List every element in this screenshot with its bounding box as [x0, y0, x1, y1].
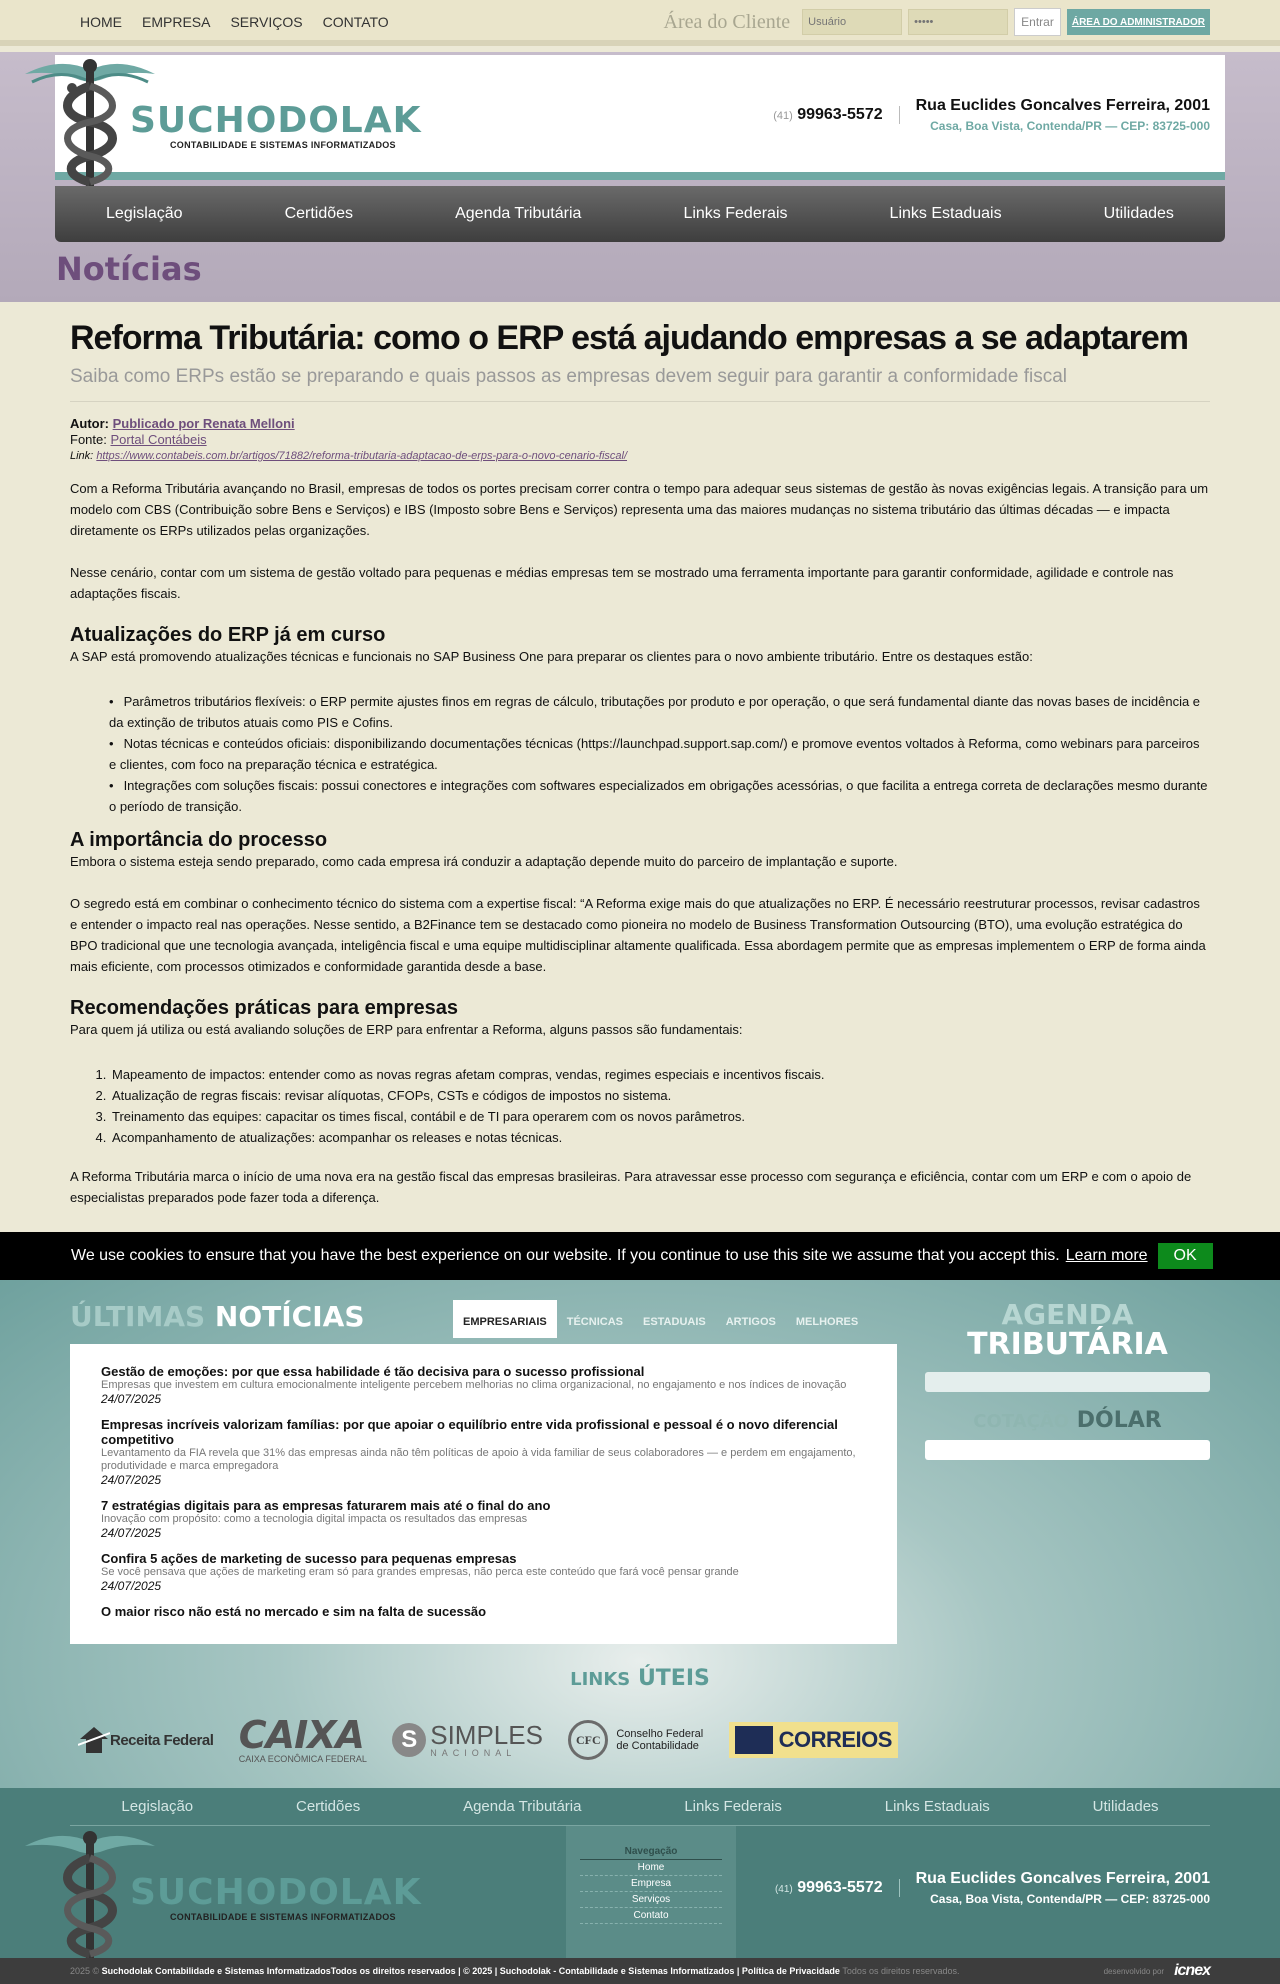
top-nav-home[interactable]: HOME [80, 14, 122, 30]
footer-logo-name: SUCHODOLAK [130, 1872, 422, 1913]
footer-nav-box-title: Navegação [580, 1846, 722, 1860]
footer-phone-ddd: (41) [774, 1884, 793, 1895]
footer-contact [775, 1870, 1210, 1906]
article-paragraph: Embora o sistema esteja sendo preparado, como cada empresa irá conduzir a adaptação depende muito do parceiro de implantação e suporte. [70, 854, 898, 869]
author-row [70, 416, 1210, 432]
author-label: Autor: [70, 416, 109, 431]
news-description: Levantamento da FIA revela que 31% das empresas ainda não têm políticas de apoio à vida familiar de seus colaboradores — e perdem em engajamento, produtividade e marca empregadora [101, 1447, 856, 1472]
news-item[interactable] [101, 1551, 867, 1594]
latest-news-title [70, 1300, 364, 1333]
article-heading: A importância do processo [70, 829, 328, 851]
footer-phone[interactable] [775, 1879, 900, 1897]
latest-news-section [0, 1280, 1280, 1788]
news-title[interactable]: O maior risco não está no mercado e sim na falta de sucessão [101, 1604, 487, 1619]
footer-logo[interactable] [20, 1828, 440, 1968]
main-nav-legislacao[interactable]: Legislação [106, 205, 183, 222]
news-date: 24/07/2025 [101, 1473, 162, 1487]
cookie-text: We use cookies to ensure that you have the best experience on our website. If you continue to use this site we assume that you accept this. [71, 1247, 1060, 1264]
main-nav-agenda[interactable]: Agenda Tributária [455, 205, 582, 222]
top-nav-servicos[interactable]: SERVIÇOS [230, 14, 303, 30]
list-item: 3. Treinamento das equipes: capacitar os times fiscal, contábil e de TI para operarem com os novos parâmetros. [110, 1106, 1210, 1127]
main-nav-links-estaduais[interactable]: Links Estaduais [889, 205, 1002, 222]
footer-nav-servicos[interactable]: Serviços [580, 1892, 722, 1908]
article-meta [70, 416, 1210, 464]
simples-title: SIMPLES [430, 1720, 543, 1750]
copyright-year: 2025 © [70, 1966, 100, 1976]
client-login [664, 8, 1210, 36]
link-label: Link: [70, 450, 94, 462]
news-date: 24/07/2025 [101, 1579, 162, 1593]
agenda-widget [925, 1372, 1210, 1392]
footer-address [916, 1870, 1210, 1906]
caixa-logo-text: CAIXA [238, 1713, 364, 1757]
admin-area-button[interactable]: ÁREA DO ADMINISTRADOR [1067, 9, 1210, 35]
cfc-link[interactable] [568, 1720, 703, 1760]
list-item: • Parâmetros tributários flexíveis: o ERP permite ajustes finos em regras de cálculo, tributações por produto e por operação, o que será fundamental diante das novas bases de incidência e da extinção de tributos atuais como PIS e Cofins. [109, 691, 1210, 733]
phone-digits: 99963-5572 [797, 106, 883, 123]
news-item[interactable] [101, 1604, 867, 1619]
logo-name: SUCHODOLAK [130, 100, 422, 141]
cotacao-title-bold: DÓLAR [1076, 1408, 1162, 1433]
agenda-title-line1: AGENDA [1001, 1298, 1134, 1331]
page-section-title: Notícias [56, 250, 202, 288]
cfc-line1: Conselho Federal [616, 1728, 704, 1740]
correios-text: CORREIOS [778, 1727, 892, 1752]
news-title[interactable]: Confira 5 ações de marketing de sucesso para pequenas empresas [101, 1551, 517, 1566]
news-title[interactable]: Empresas incríveis valorizam famílias: por que apoiar o equilíbrio entre vida profissional e pessoal é o novo diferencial competitivo [101, 1417, 838, 1447]
main-nav-certidoes[interactable]: Certidões [284, 205, 354, 222]
simples-icon: S [392, 1723, 426, 1757]
correios-link[interactable] [729, 1722, 898, 1758]
tab-melhores[interactable]: MELHORES [795, 1316, 859, 1328]
useful-links-title [0, 1666, 1280, 1691]
news-description: Se você pensava que ações de marketing eram só para grandes empresas, não perca este conteúdo que fará você pensar grande [101, 1566, 739, 1578]
cookie-ok-button[interactable]: OK [1158, 1243, 1213, 1269]
simples-nacional-link[interactable] [392, 1722, 543, 1758]
agenda-title-line2: TRIBUTÁRIA [967, 1327, 1168, 1362]
article-title: Reforma Tributária: como o ERP está ajudando empresas a se adaptarem [70, 319, 1188, 357]
correios-icon [735, 1726, 773, 1754]
list-item: • Integrações com soluções fiscais: possui conectores e integrações com softwares especializados em obrigações acessórias, o que facilita a entrega correta de declarações mesmo durante o período de transição. [109, 775, 1210, 817]
news-title[interactable]: 7 estratégias digitais para as empresas faturarem mais até o final do ano [101, 1498, 551, 1513]
main-nav-utilidades[interactable]: Utilidades [1103, 205, 1174, 222]
news-item[interactable] [101, 1417, 867, 1488]
address-line1: Rua Euclides Goncalves Ferreira, 2001 [915, 97, 1210, 114]
address-line2: Casa, Boa Vista, Contenda/PR — CEP: 83725-000 [930, 119, 1210, 133]
logo-subtitle: CONTABILIDADE E SISTEMAS INFORMATIZADOS [170, 140, 396, 150]
footer-nav-agenda[interactable]: Agenda Tributária [463, 1798, 582, 1815]
tab-tecnicas[interactable]: TÉCNICAS [566, 1316, 623, 1328]
news-item[interactable] [101, 1364, 867, 1407]
cotacao-widget [925, 1440, 1210, 1460]
copyright-name: Suchodolak Contabilidade e Sistemas Informatizados [101, 1966, 331, 1976]
simples-subtitle: NACIONAL [430, 1748, 517, 1758]
footer-nav-home[interactable]: Home [580, 1860, 722, 1876]
author-link[interactable]: Publicado por Renata Melloni [112, 416, 295, 431]
source-row [70, 432, 1210, 448]
agenda-tributaria-title [925, 1300, 1210, 1360]
top-nav [80, 14, 389, 30]
tab-estaduais[interactable]: ESTADUAIS [642, 1316, 706, 1328]
article-url[interactable]: https://www.contabeis.com.br/artigos/71882/reforma-tributaria-adaptacao-de-erps-para-o-novo-cenario-fiscal/ [96, 450, 628, 462]
footer-navigation-box [566, 1826, 736, 1962]
footer-nav-links-federais[interactable]: Links Federais [684, 1798, 782, 1815]
caixa-link[interactable] [238, 1713, 367, 1764]
list-item: 1. Mapeamento de impactos: entender como as novas regras afetam compras, vendas, regimes especiais e incentivos fiscais. [110, 1064, 1210, 1085]
top-nav-empresa[interactable]: EMPRESA [142, 14, 211, 30]
main-nav [55, 186, 1225, 242]
phone-ddd: (41) [773, 110, 793, 122]
news-date: 24/07/2025 [101, 1392, 162, 1406]
cookie-learn-more-link[interactable]: Learn more [1065, 1247, 1148, 1264]
article-paragraph: A Reforma Tributária marca o início de uma nova era na gestão fiscal das empresas brasileiras. Para atravessar esse processo com segurança e eficiência, contar com um ERP e com o apoio de especialistas preparados pode fazer toda a diferença. [70, 1169, 1192, 1205]
phone-number[interactable] [773, 106, 899, 124]
article-paragraph: Com a Reforma Tributária avançando no Brasil, empresas de todos os portes precisam correr contra o tempo para adequar seus sistemas de gestão às novas exigências legais. A transição para um modelo com CBS (Contribuição sobre Bens e Serviços) e IBS (Imposto sobre Bens e Serviços) representa uma das maiores mudanças no sistema tributário das últimas décadas — e impacta diretamente os ERPs utilizados pelas organizações. [70, 481, 1209, 538]
article-heading: Atualizações do ERP já em curso [70, 624, 386, 646]
caixa-subtitle: CAIXA ECONÔMICA FEDERAL [238, 1754, 367, 1764]
list-item: 4. Acompanhamento de atualizações: acompanhar os releases e notas técnicas. [110, 1127, 1210, 1148]
link-row [70, 448, 1210, 464]
article-subtitle: Saiba como ERPs estão se preparando e quais passos as empresas devem seguir para garantir a conformidade fiscal [70, 366, 1210, 402]
footer-address-line2: Casa, Boa Vista, Contenda/PR — CEP: 83725-000 [930, 1892, 1210, 1906]
address [916, 97, 1210, 133]
tab-artigos[interactable]: ARTIGOS [725, 1316, 776, 1328]
list-item: 2. Atualização de regras fiscais: revisar alíquotas, CFOPs, CSTs e códigos de impostos no sistema. [110, 1085, 1210, 1106]
username-field[interactable] [802, 9, 902, 35]
simples-text [430, 1722, 543, 1758]
footer [0, 1788, 1280, 1984]
main-nav-links-federais[interactable]: Links Federais [683, 205, 788, 222]
receita-federal-link[interactable] [78, 1725, 213, 1755]
news-date: 24/07/2025 [101, 1526, 162, 1540]
cotacao-title-light: COTAÇÃO [973, 1411, 1070, 1432]
article-heading: Recomendações práticas para empresas [70, 997, 458, 1019]
footer-nav-utilidades[interactable]: Utilidades [1092, 1798, 1159, 1815]
useful-links-title-bold: ÚTEIS [637, 1666, 710, 1691]
cfc-text [616, 1728, 703, 1752]
latest-news-title-bold: NOTÍCIAS [214, 1300, 365, 1333]
highlights-list [110, 691, 1210, 817]
cookie-banner [0, 1232, 1280, 1280]
source-link[interactable]: Portal Contábeis [110, 432, 207, 447]
footer-nav-contato[interactable]: Contato [580, 1908, 722, 1924]
footer-nav-certidoes[interactable]: Certidões [296, 1798, 361, 1815]
copyright-bar [0, 1958, 1280, 1984]
useful-links [78, 1710, 898, 1770]
developer-credit [1104, 1962, 1210, 1980]
footer-logo-subtitle: CONTABILIDADE E SISTEMAS INFORMATIZADOS [170, 1912, 396, 1922]
footer-nav-empresa[interactable]: Empresa [580, 1876, 722, 1892]
footer-address-line1: Rua Euclides Goncalves Ferreira, 2001 [915, 1870, 1210, 1887]
footer-nav [70, 1788, 1210, 1826]
news-description: Inovação com propósito: como a tecnologia digital impacta os resultados das empresas [101, 1513, 528, 1525]
receita-federal-text: Receita Federal [110, 1731, 214, 1749]
article-paragraph: Para quem já utiliza ou está avaliando soluções de ERP para enfrentar a Reforma, alguns passos são fundamentais: [70, 1022, 743, 1037]
footer-nav-legislacao[interactable]: Legislação [121, 1798, 194, 1815]
top-bar [0, 0, 1280, 46]
footer-nav-links-estaduais[interactable]: Links Estaduais [884, 1798, 990, 1815]
news-tabs [453, 1300, 868, 1338]
useful-links-title-light: LINKS [570, 1669, 631, 1690]
password-field[interactable] [908, 9, 1008, 35]
source-label: Fonte: [70, 432, 107, 447]
developer-label: desenvolvido por [1103, 1966, 1165, 1976]
developer-logo[interactable]: icnex [1174, 1962, 1210, 1979]
latest-news-title-light: ÚLTIMAS [70, 1300, 206, 1333]
header-contact [773, 97, 1210, 133]
news-list [70, 1344, 897, 1644]
header [0, 52, 1280, 302]
cotacao-dolar-title [925, 1408, 1210, 1433]
login-button[interactable]: Entrar [1014, 8, 1061, 36]
copyright-dim: Todos os direitos reservados. [842, 1966, 960, 1976]
copyright-rights[interactable]: Todos os direitos reservados | © 2025 | Suchodolak - Contabilidade e Sistemas Informatizados | Política de Privacidade [330, 1966, 840, 1976]
article-paragraph: Nesse cenário, contar com um sistema de gestão voltado para pequenas e médias empresas tem se mostrado uma ferramenta importante para garantir conformidade, agilidade e controle nas adaptações fiscais. [70, 565, 1174, 601]
tab-empresariais[interactable]: EMPRESARIAIS [453, 1300, 557, 1338]
article-paragraph: O segredo está em combinar o conhecimento técnico do sistema com a expertise fiscal: “A Reforma exige mais do que atualizações no ERP. É necessário reestruturar processos, revisar cadastros e entender o impacto real nas operações. Nesse sentido, a B2Finance tem se destacado como pioneira no modelo de Business Transformation Outsourcing (BTO), uma evolução estratégica do BPO tradicional que une tecnologia avançada, inteligência fiscal e uma equipe multidisciplinar altamente qualificada. Essa abordagem permite que as empresas implementem o ERP de forma ainda mais eficiente, com processos otimizados e conformidade garantida desde a base. [70, 896, 1206, 974]
site-logo[interactable] [20, 56, 440, 186]
footer-phone-digits: 99963-5572 [797, 1879, 883, 1896]
news-description: Empresas que investem em cultura emocionalmente inteligente percebem melhorias no clima organizacional, no engajamento e nos índices de inovação [101, 1379, 847, 1391]
cfc-seal-icon: CFC [568, 1720, 608, 1760]
steps-list [110, 1064, 1210, 1148]
receita-federal-icon [78, 1725, 110, 1755]
news-title[interactable]: Gestão de emoções: por que essa habilidade é tão decisiva para o sucesso profissional [101, 1364, 645, 1379]
list-item: • Notas técnicas e conteúdos oficiais: disponibilizando documentações técnicas (https://launchpad.support.sap.com/) e promove eventos voltados à Reforma, como webinars para parceiros e clientes, com foco na preparação técnica e estratégica. [109, 733, 1210, 775]
article-paragraph: A SAP está promovendo atualizações técnicas e funcionais no SAP Business One para preparar os clientes para o novo ambiente tributário. Entre os destaques estão: [70, 649, 1033, 664]
client-area-title: Área do Cliente [663, 10, 791, 33]
news-item[interactable] [101, 1498, 867, 1541]
cfc-line2: de Contabilidade [616, 1740, 699, 1752]
news-article [70, 318, 1210, 1208]
top-nav-contato[interactable]: CONTATO [322, 14, 389, 30]
